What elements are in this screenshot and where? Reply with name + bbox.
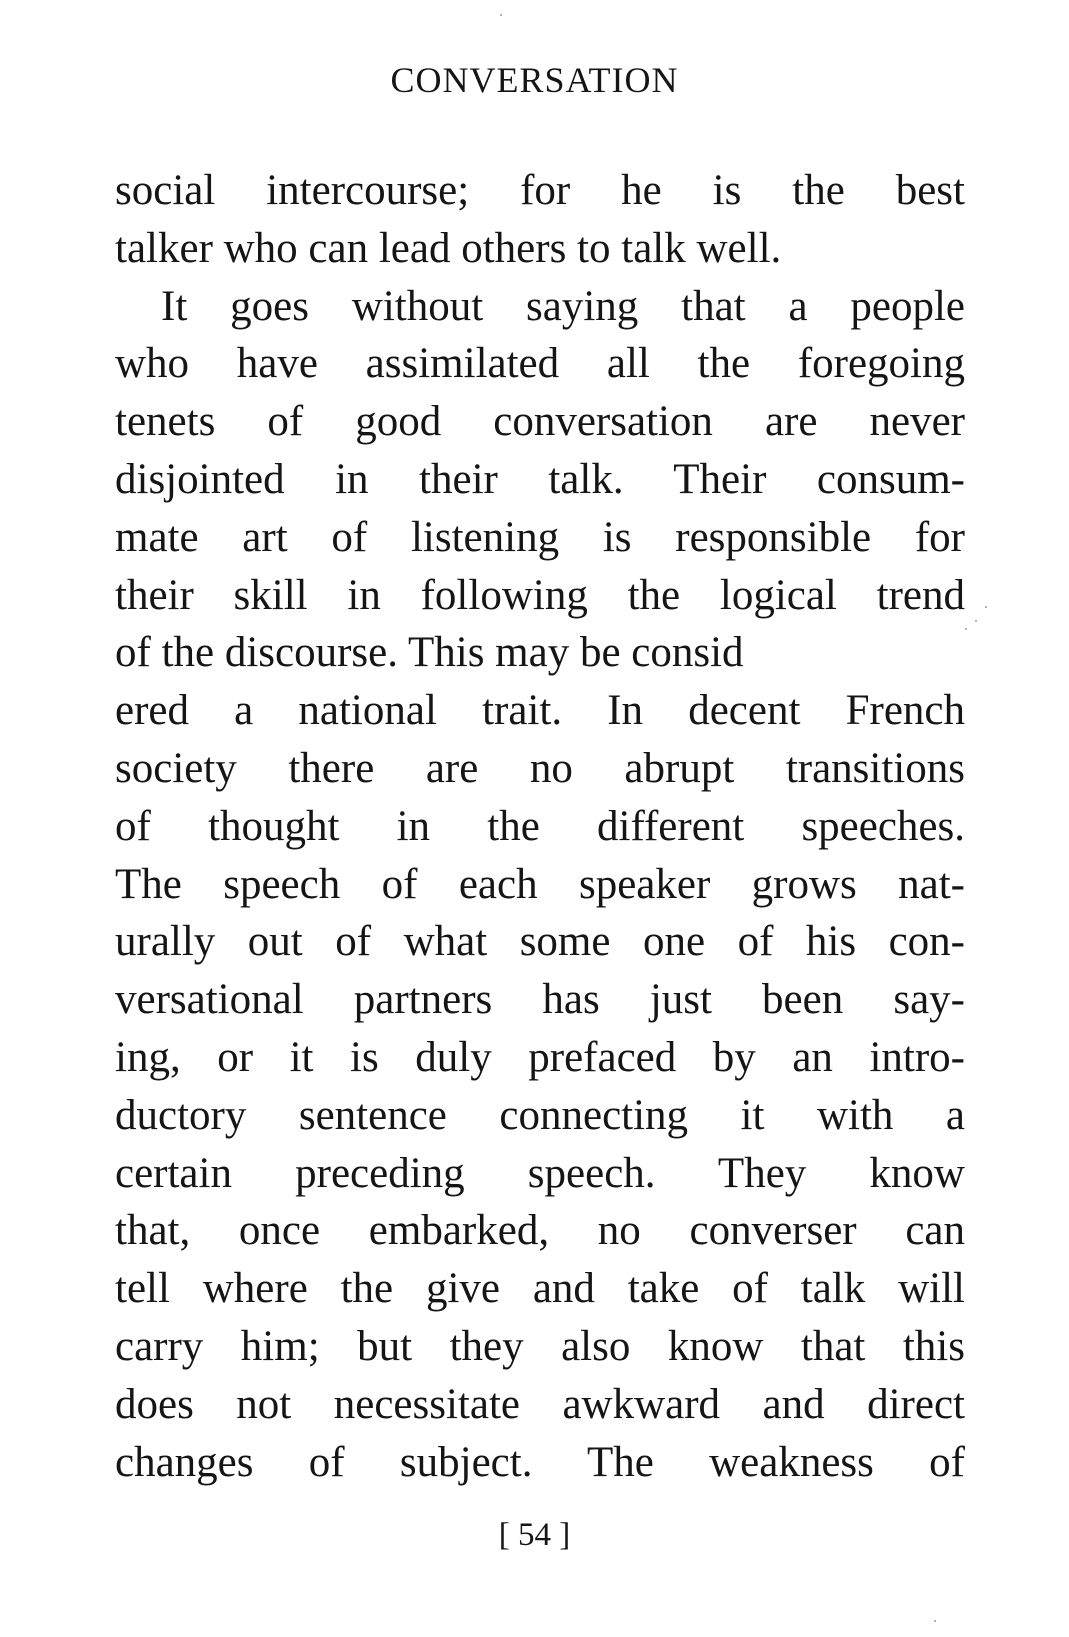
text-line: society there are no abrupt transitions xyxy=(115,744,965,792)
text-line: ing, or it is duly prefaced by an intro- xyxy=(115,1033,965,1081)
text-line: changes of subject. The weakness of xyxy=(115,1438,965,1486)
text-line: disjointed in their talk. Their consum- xyxy=(115,455,965,503)
text-line: It goes without saying that a people xyxy=(161,282,965,330)
running-head: CONVERSATION xyxy=(390,60,679,100)
text-line: tenets of good conversation are never xyxy=(115,398,965,446)
paper-speck xyxy=(975,620,977,622)
text-line: versational partners has just been say- xyxy=(115,976,965,1024)
paper-speck xyxy=(965,628,967,630)
text-line: does not necessitate awkward and direct xyxy=(115,1380,965,1428)
text-line: of the discourse. This may be consid xyxy=(115,629,744,677)
body-text xyxy=(115,162,965,1491)
text-line: that, once embarked, no converser can xyxy=(115,1207,965,1255)
paper-speck xyxy=(985,606,987,608)
text-line: urally out of what some one of his con- xyxy=(115,918,965,966)
text-line: ductory sentence connecting it with a xyxy=(115,1091,965,1139)
text-line: talker who can lead others to talk well. xyxy=(115,224,782,272)
text-line: their skill in following the logical trend xyxy=(115,571,965,619)
text-line: certain preceding speech. They know xyxy=(115,1149,965,1197)
text-line: The speech of each speaker grows nat- xyxy=(115,860,965,908)
paper-speck xyxy=(934,1620,936,1622)
paper-speck xyxy=(500,14,502,16)
text-line: tell where the give and take of talk will xyxy=(115,1265,965,1313)
text-line: of thought in the different speeches. xyxy=(115,802,965,850)
page-number: [ 54 ] xyxy=(498,1517,571,1553)
text-line: social intercourse; for he is the best xyxy=(115,167,965,214)
text-line: ered a national trait. In decent French xyxy=(115,687,965,735)
text-line: mate art of listening is responsible for xyxy=(115,513,965,561)
text-line: who have assimilated all the foregoing xyxy=(115,340,965,388)
text-line: carry him; but they also know that this xyxy=(115,1322,965,1370)
